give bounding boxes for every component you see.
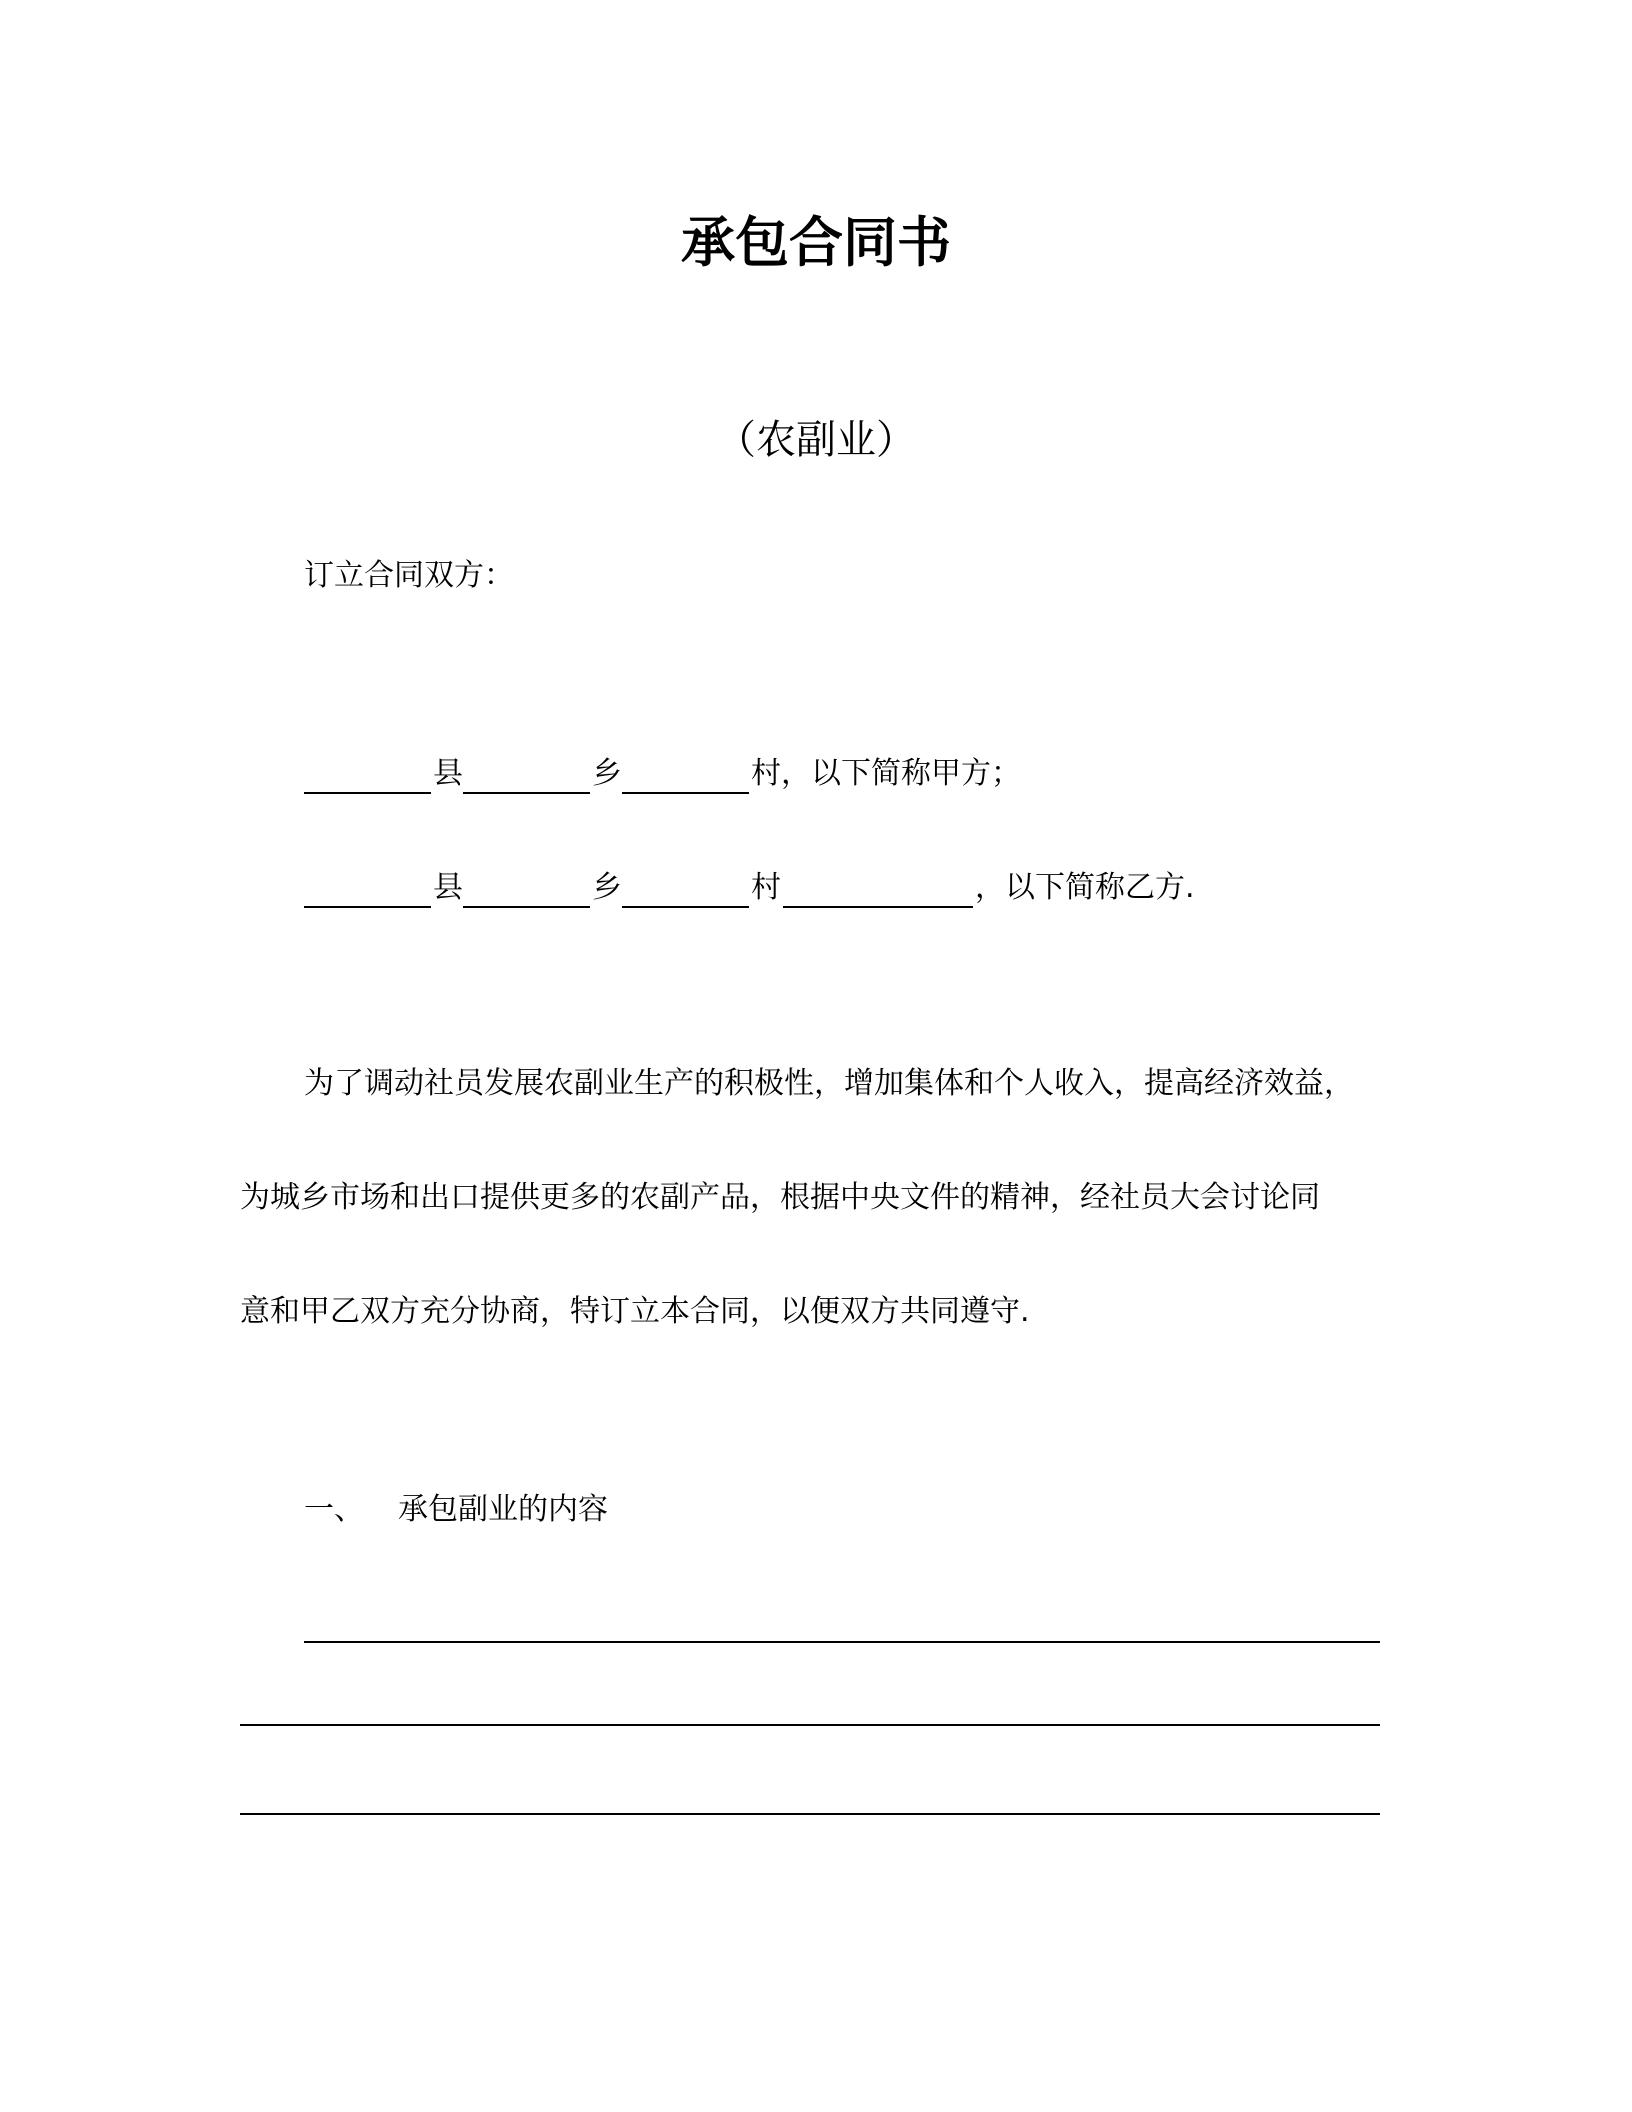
fill-in-line[interactable]: [240, 1813, 1380, 1815]
county-blank[interactable]: [304, 874, 431, 908]
village-blank[interactable]: [622, 874, 749, 908]
preamble-line-2: 为城乡市场和出口提供更多的农副产品，根据中央文件的精神，经社员大会讨论同: [240, 1180, 1320, 1215]
preamble-line-1: 为了调动社员发展农副业生产的积极性，增加集体和个人收入，提高经济效益，: [304, 1066, 1354, 1101]
party-a-line: [304, 754, 1021, 794]
village-label: 村: [751, 756, 781, 791]
document-subtitle: （农副业）: [716, 417, 916, 463]
party-b-line: [304, 868, 1195, 908]
document-title: 承包合同书: [681, 211, 951, 274]
county-label: 县: [433, 756, 463, 791]
county-label: 县: [433, 870, 463, 905]
village-label: 村: [751, 870, 781, 905]
preamble-line-3: 意和甲乙双方充分协商，特订立本合同，以便双方共同遵守.: [240, 1294, 1030, 1329]
name-blank[interactable]: [783, 874, 973, 908]
parties-label: 订立合同双方：: [304, 558, 514, 593]
fill-in-line[interactable]: [304, 1641, 1380, 1643]
township-label: 乡: [592, 756, 622, 791]
section-1-number: 一、: [304, 1492, 364, 1527]
fill-in-line[interactable]: [240, 1724, 1380, 1726]
section-1-heading: 承包副业的内容: [398, 1492, 608, 1527]
county-blank[interactable]: [304, 760, 431, 794]
township-label: 乡: [592, 870, 622, 905]
party-b-suffix: ，以下简称乙方.: [975, 870, 1195, 905]
village-blank[interactable]: [622, 760, 749, 794]
township-blank[interactable]: [463, 874, 590, 908]
township-blank[interactable]: [463, 760, 590, 794]
party-a-suffix: ，以下简称甲方；: [781, 756, 1021, 791]
